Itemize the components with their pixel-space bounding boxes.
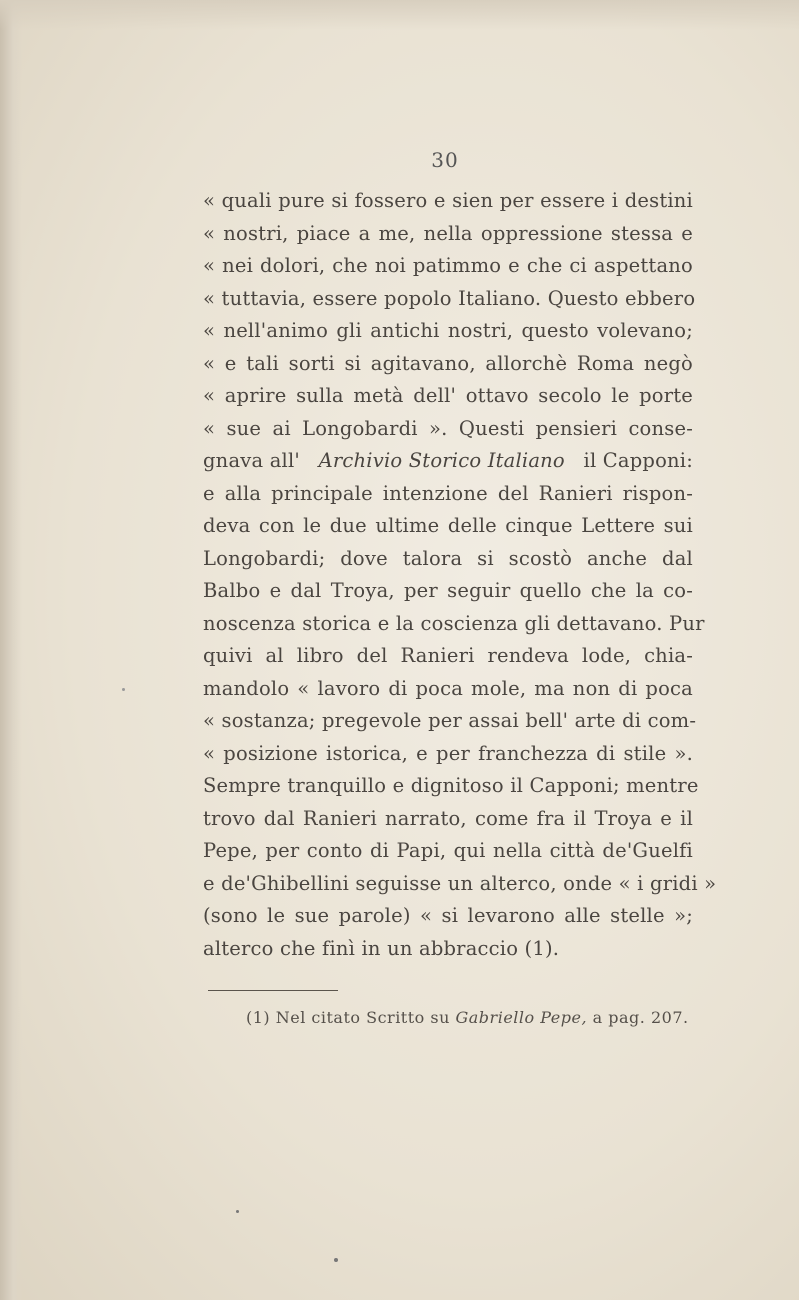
text-line: « tuttavia, essere popolo Italiano. Questo ebbero [203,286,696,310]
text-line: « posizione istorica, e per franchezza di stile ». [203,741,693,765]
text-line: e de'Ghibellini seguisse un alterco, onde « i gridi » [203,871,717,895]
text-line: Longobardi; dove talora si scostò anche dal [203,546,693,570]
text-line-with-italic [203,445,693,478]
text-line: Pepe, per conto di Papi, qui nella città de'Guelfi [203,839,693,862]
paper-speck [334,1258,338,1262]
text-line: Sempre tranquillo e dignitoso il Capponi; mentre [203,774,699,797]
text-line: « quali pure si fossero e sien per essere i destini [203,189,693,212]
text-line: quivi al libro del Ranieri rendeva lode, chia- [203,644,693,667]
text-line: trovo dal Ranieri narrato, come fra il Troya e il [203,806,693,830]
page-binding-shadow [0,0,22,1300]
text-line: « nell'animo gli antichi nostri, questo volevano; [203,319,693,342]
paper-speck [236,1210,239,1213]
text-line: (sono le sue parole) « si levarono alle stelle »; [203,904,693,927]
text-line: e alla principale intenzione del Ranieri rispon- [203,481,693,505]
footnote-text: a pag. 207. [587,1008,689,1027]
body-text [203,185,717,965]
page-number: 30 [431,148,459,172]
footnote-text: (1) Nel citato Scritto su [246,1008,456,1027]
text-span: il Capponi: [577,449,693,472]
page-top-shadow [0,0,799,30]
text-line: mandolo « lavoro di poca mole, ma non di poca [203,676,693,700]
footnote [246,1008,689,1027]
text-line: « e tali sorti si agitavano, allorchè Roma negò [203,351,693,375]
footnote-italic-title: Gabriello Pepe, [455,1008,588,1027]
text-line: « nei dolori, che noi patimmo e che ci aspettano [203,254,693,277]
text-line: noscenza storica e la coscienza gli dettavano. Pur [203,611,705,635]
text-line: « sue ai Longobardi ». Questi pensieri conse- [203,416,693,440]
journal-title-italic: Archivio Storico Italiano [318,449,565,472]
text-line: « sostanza; pregevole per assai bell' arte di com- [203,709,697,732]
text-line: Balbo e dal Troya, per seguir quello che la co- [203,579,693,602]
text-line-last: alterco che finì in un abbraccio (1). [203,936,560,960]
text-span: gnava all' [203,449,307,472]
paper-speck [122,688,125,691]
text-line: « aprire sulla metà dell' ottavo secolo le porte [203,384,693,407]
text-line: « nostri, piace a me, nella oppressione stessa e [203,221,693,245]
text-line: deva con le due ultime delle cinque Lettere sui [203,514,693,537]
footnote-separator [208,990,338,991]
